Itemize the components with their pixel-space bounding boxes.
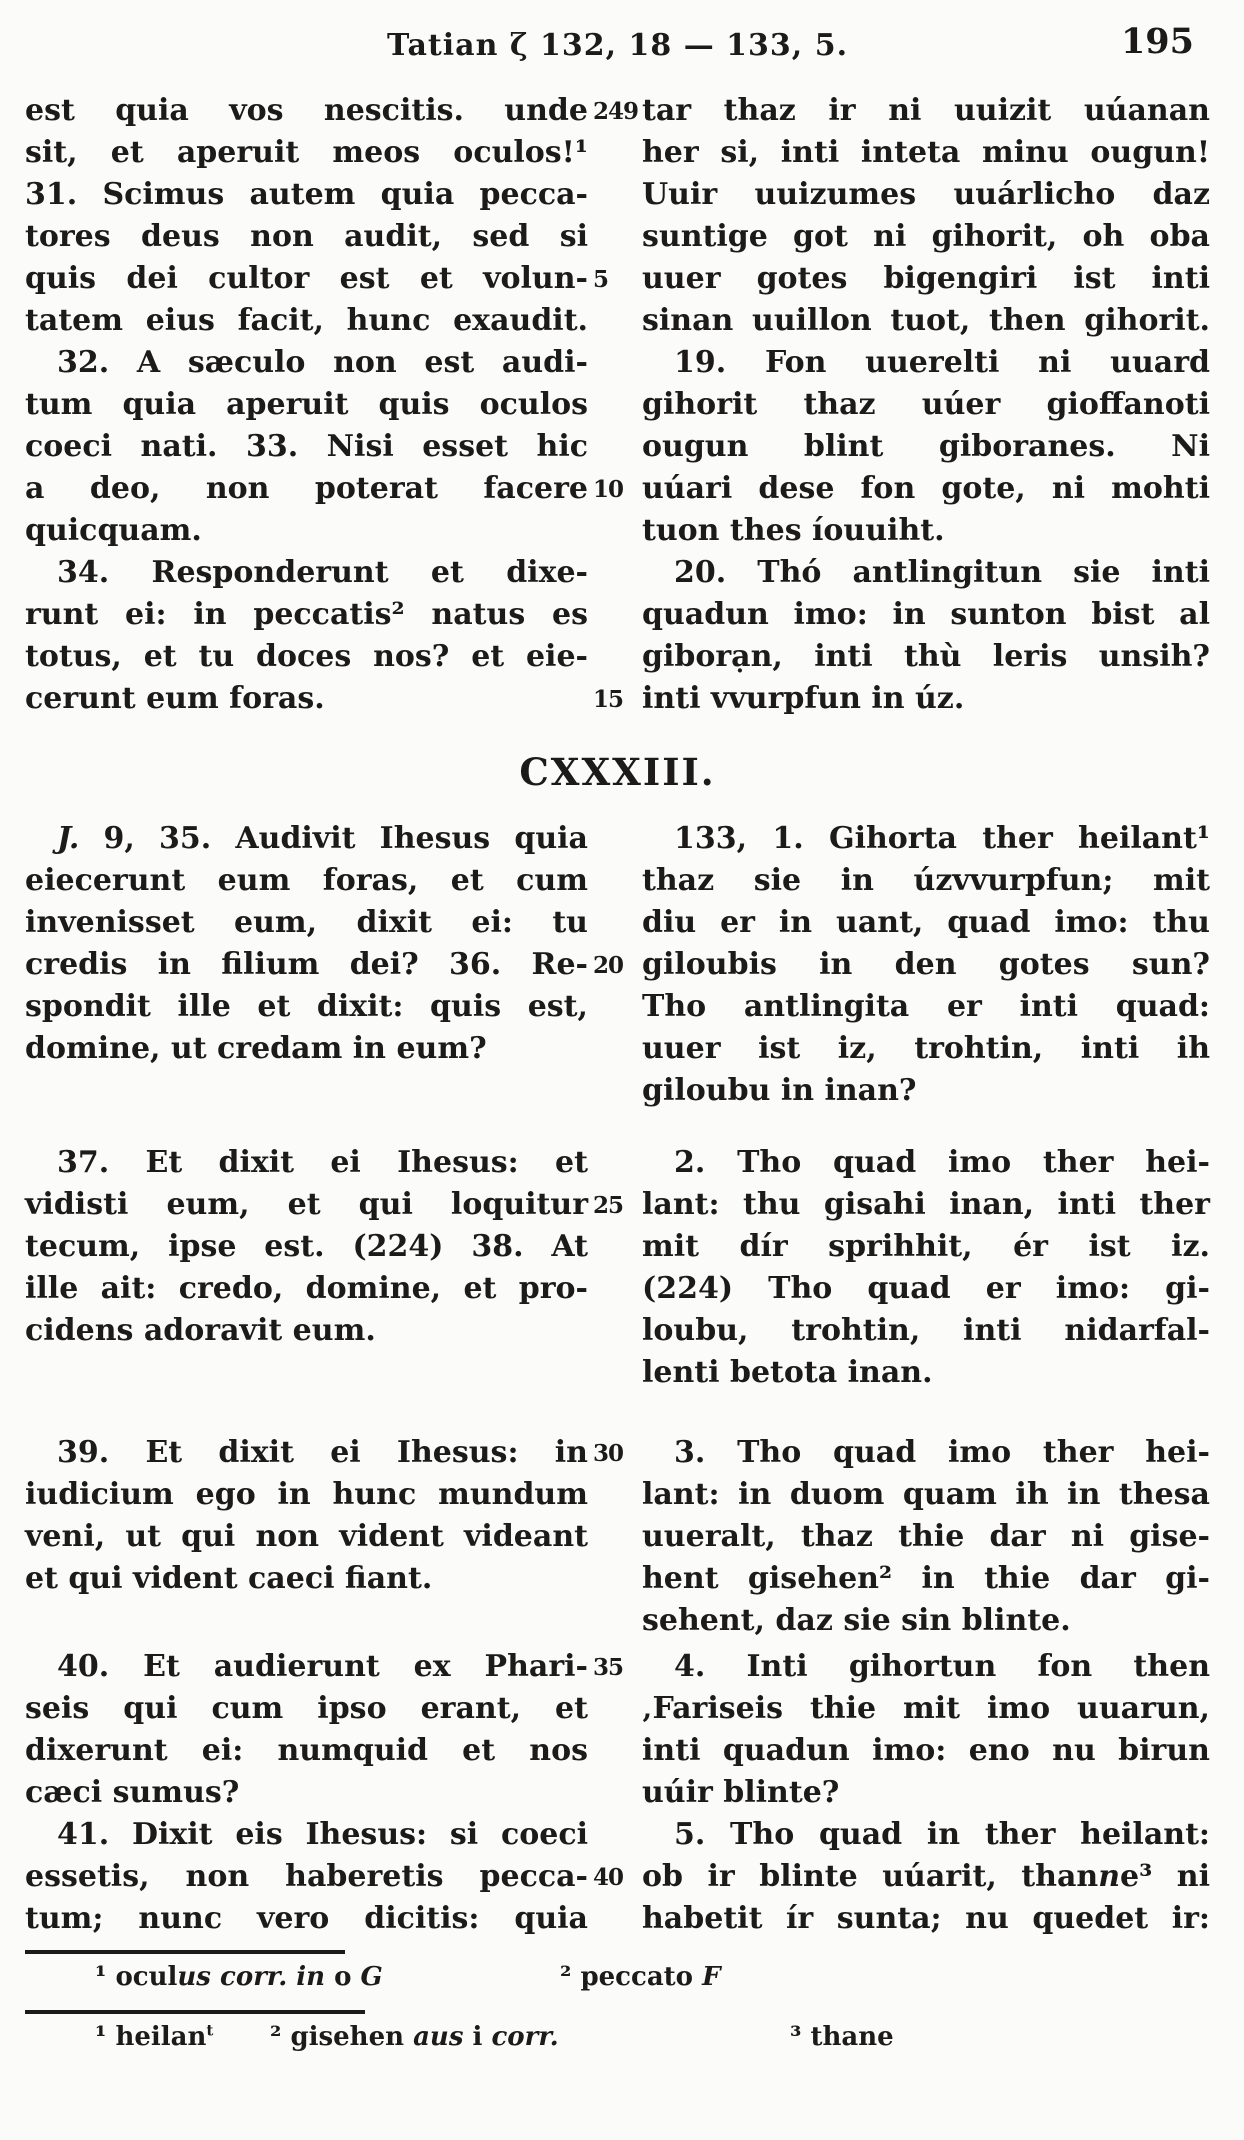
ohg-line: ob ir blinte uúarit, thanne³ ni — [642, 1859, 1210, 1894]
latin-line: veni, ut qui non vident videant — [25, 1519, 588, 1554]
gutter-line-number — [588, 1226, 642, 1268]
gutter-line-number — [588, 300, 642, 342]
ohg-line: uúari dese fon gote, ni mohti — [642, 471, 1210, 506]
gutter-line-number: 30 — [593, 1440, 624, 1467]
gutter-line-number — [588, 1352, 642, 1394]
gutter-line-number — [588, 818, 642, 860]
ohg-line: inti vvurpfun in úz. — [642, 681, 965, 716]
text-row — [25, 818, 1210, 860]
latin-line — [25, 1070, 588, 1112]
latin-line: J. 9, 35. Audivit Ihesus quia — [57, 821, 588, 856]
text-row — [25, 216, 1210, 258]
section-john9-40 — [25, 1646, 1210, 1814]
latin-line: tum; nunc vero dicitis: quia — [25, 1901, 588, 1936]
section-john9-35-36 — [25, 818, 1210, 1112]
gutter-line-number — [588, 1142, 642, 1184]
gutter-line-number: 249 — [593, 98, 639, 125]
text-row — [25, 1898, 1210, 1940]
gutter-line-number: 10 — [593, 476, 624, 503]
latin-line: quis dei cultor est et volun- — [25, 261, 588, 296]
text-row — [25, 1142, 1210, 1184]
latin-line: spondit ille et dixit: quis est, — [25, 989, 588, 1024]
ohg-line: lant: thu gisahi inan, inti ther — [642, 1187, 1210, 1222]
ohg-line: gihorit thaz uúer gioffanoti — [642, 387, 1210, 422]
text-row — [25, 426, 1210, 468]
footnote-line — [25, 2014, 1210, 2060]
ohg-line: tuon thes íouuiht. — [642, 513, 945, 548]
parallel-text-grid — [25, 90, 1210, 1940]
text-row — [25, 1600, 1210, 1642]
text-row — [25, 342, 1210, 384]
gutter-line-number — [588, 1558, 642, 1600]
latin-line: sit, et aperuit meos oculos!¹ — [25, 135, 588, 170]
ohg-line: inti quadun imo: eno nu birun — [642, 1733, 1210, 1768]
latin-line: domine, ut credam in eum? — [25, 1031, 487, 1066]
latin-line: runt ei: in peccatis² natus es — [25, 597, 588, 632]
text-row — [25, 300, 1210, 342]
gutter-line-number: 5 — [593, 266, 609, 293]
latin-line: 37. Et dixit ei Ihesus: et — [57, 1145, 588, 1180]
footnote-item: ² peccato F — [560, 1962, 721, 1992]
text-row — [25, 1558, 1210, 1600]
latin-line: iudicium ego in hunc mundum — [25, 1477, 588, 1512]
ohg-line: 20. Thó antlingitun sie inti — [674, 555, 1210, 590]
gutter-line-number — [588, 1772, 642, 1814]
gutter-line-number — [588, 1814, 642, 1856]
latin-line — [25, 1600, 588, 1642]
gutter-line-number — [588, 1028, 642, 1070]
ohg-line: ‚Fariseis thie mit imo uuarun, — [642, 1691, 1210, 1726]
text-row — [25, 1772, 1210, 1814]
latin-line: essetis, non haberetis pecca- — [25, 1859, 588, 1894]
ohg-line: her si, inti inteta minu ougun! — [642, 135, 1210, 170]
ohg-line: giloubis in den gotes sun? — [642, 947, 1210, 982]
latin-line: tatem eius facit, hunc exaudit. — [25, 303, 588, 338]
gutter-line-number — [588, 1268, 642, 1310]
ohg-line: uueralt, thaz thie dar ni gise- — [642, 1519, 1210, 1554]
gutter-line-number — [588, 986, 642, 1028]
latin-line: et qui vident caeci fiant. — [25, 1561, 433, 1596]
ohg-line: lenti betota inan. — [642, 1355, 933, 1390]
footnote-line — [25, 1954, 1210, 2000]
latin-line: dixerunt ei: numquid et nos — [25, 1733, 588, 1768]
text-row — [25, 1028, 1210, 1070]
ohg-line: Tho antlingita er inti quad: — [642, 989, 1210, 1024]
latin-line: quicquam. — [25, 513, 202, 548]
latin-line — [25, 1352, 588, 1394]
latin-line: 39. Et dixit ei Ihesus: in — [57, 1435, 588, 1470]
gutter-line-number: 40 — [593, 1864, 624, 1891]
ohg-line: sinan uuillon tuot, then gihorit. — [642, 303, 1210, 338]
gutter-line-number — [588, 342, 642, 384]
ohg-line: suntige got ni gihorit, oh oba — [642, 219, 1210, 254]
latin-line: 32. A sæculo non est audi- — [57, 345, 588, 380]
gutter-line-number — [588, 1898, 642, 1940]
latin-line: a deo, non poterat facere — [25, 471, 588, 506]
text-row — [25, 1688, 1210, 1730]
latin-line: coeci nati. 33. Nisi esset hic — [25, 429, 588, 464]
ohg-line: giborạn, inti thù leris unsih? — [642, 639, 1210, 674]
latin-line: tum quia aperuit quis oculos — [25, 387, 588, 422]
gutter-line-number: 20 — [593, 952, 624, 979]
ohg-line: 3. Tho quad imo ther hei- — [674, 1435, 1210, 1470]
latin-line: invenisset eum, dixit ei: tu — [25, 905, 588, 940]
latin-line: 40. Et audierunt ex Phari- — [57, 1649, 588, 1684]
gutter-line-number — [588, 216, 642, 258]
ohg-line: uúir blinte? — [642, 1775, 840, 1810]
latin-line: ille ait: credo, domine, et pro- — [25, 1271, 588, 1306]
latin-line: cerunt eum foras. — [25, 681, 325, 716]
ohg-line: 19. Fon uuerelti ni uuard — [674, 345, 1210, 380]
section-john9-39 — [25, 1432, 1210, 1642]
latin-line: cidens adoravit eum. — [25, 1313, 376, 1348]
text-row — [25, 1646, 1210, 1688]
ohg-line: mit dír sprihhit, ér ist iz. — [642, 1229, 1210, 1264]
text-row — [25, 384, 1210, 426]
latin-line: totus, et tu doces nos? et eie- — [25, 639, 588, 674]
ohg-line: 2. Tho quad imo ther hei- — [674, 1145, 1210, 1180]
text-row — [25, 594, 1210, 636]
ohg-line: 4. Inti gihortun fon then — [674, 1649, 1210, 1684]
ohg-line: 133, 1. Gihorta ther heilant¹ — [674, 821, 1210, 856]
latin-line: credis in filium dei? 36. Re- — [25, 947, 588, 982]
latin-line: 34. Responderunt et dixe- — [57, 555, 588, 590]
text-row — [25, 636, 1210, 678]
latin-line: vidisti eum, et qui loquitur — [25, 1187, 588, 1222]
ohg-line: (224) Tho quad er imo: gi- — [642, 1271, 1210, 1306]
footnotes-area — [25, 1950, 1210, 2060]
latin-line: tores deus non audit, sed si — [25, 219, 588, 254]
ohg-line: thaz sie in úzvvurpfun; mit — [642, 863, 1210, 898]
ohg-line: habetit ír sunta; nu quedet ir: — [642, 1901, 1210, 1936]
text-row — [25, 90, 1210, 132]
text-row — [25, 552, 1210, 594]
text-row — [25, 678, 1210, 720]
text-row — [25, 1184, 1210, 1226]
text-row — [25, 1516, 1210, 1558]
text-row — [25, 1814, 1210, 1856]
page-number: 195 — [1120, 21, 1194, 62]
text-row — [25, 1070, 1210, 1112]
latin-line: 31. Scimus autem quia pecca- — [25, 177, 588, 212]
text-row — [25, 860, 1210, 902]
gutter-line-number — [588, 1070, 642, 1112]
gutter-line-number — [588, 1600, 642, 1642]
text-row — [25, 1226, 1210, 1268]
text-row — [25, 1352, 1210, 1394]
latin-line: 41. Dixit eis Ihesus: si coeci — [57, 1817, 588, 1852]
ohg-line: diu er in uant, quad imo: thu — [642, 905, 1210, 940]
ohg-line: uuer gotes bigengiri ist inti — [642, 261, 1210, 296]
gutter-line-number — [588, 1310, 642, 1352]
gutter-line-number — [588, 384, 642, 426]
gutter-line-number — [588, 510, 642, 552]
section-john9-37-38 — [25, 1142, 1210, 1394]
running-title: Tatian ζ 132, 18 — 133, 5. — [386, 28, 849, 63]
ohg-line: quadun imo: in sunton bist al — [642, 597, 1210, 632]
gutter-line-number — [588, 902, 642, 944]
text-row — [25, 944, 1210, 986]
text-row — [25, 1856, 1210, 1898]
gutter-line-number — [588, 1474, 642, 1516]
text-row — [25, 468, 1210, 510]
gutter-line-number — [588, 552, 642, 594]
section-john9-41 — [25, 1814, 1210, 1940]
ohg-line: loubu, trohtin, inti nidarfal- — [642, 1313, 1210, 1348]
text-row — [25, 1432, 1210, 1474]
ohg-line: giloubu in inan? — [642, 1073, 917, 1108]
text-row — [25, 1730, 1210, 1772]
ohg-line: tar thaz ir ni uuizit uúanan — [642, 93, 1210, 128]
latin-line: est quia vos nescitis. unde — [25, 93, 588, 128]
text-row — [25, 986, 1210, 1028]
footnote-item: ¹ oculus corr. in o G — [95, 1962, 383, 1992]
ohg-line: 5. Tho quad in ther heilant: — [674, 1817, 1210, 1852]
gutter-line-number — [588, 1516, 642, 1558]
page-header — [25, 21, 1210, 68]
text-row — [25, 1310, 1210, 1352]
latin-line: eiecerunt eum foras, et cum — [25, 863, 588, 898]
ohg-line: ougun blint giboranes. Ni — [642, 429, 1210, 464]
text-row — [25, 132, 1210, 174]
text-row — [25, 1268, 1210, 1310]
gutter-line-number — [588, 174, 642, 216]
latin-line: cæci sumus? — [25, 1775, 240, 1810]
text-row — [25, 510, 1210, 552]
gutter-line-number — [588, 1688, 642, 1730]
ohg-line: uuer ist iz, trohtin, inti ih — [642, 1031, 1210, 1066]
text-row — [25, 1474, 1210, 1516]
ohg-line: hent gisehen² in thie dar gi- — [642, 1561, 1210, 1596]
gutter-line-number — [588, 1730, 642, 1772]
ohg-line: lant: in duom quam ih in thesa — [642, 1477, 1210, 1512]
text-row — [25, 902, 1210, 944]
ohg-line: Uuir uuizumes uuárlicho daz — [642, 177, 1210, 212]
latin-line: seis qui cum ipso erant, et — [25, 1691, 588, 1726]
section-john9-27-34 — [25, 90, 1210, 720]
footnote-item: ² gisehen aus i corr. — [270, 2022, 559, 2052]
gutter-line-number: 35 — [593, 1654, 624, 1681]
text-row — [25, 174, 1210, 216]
gutter-line-number: 25 — [593, 1192, 624, 1219]
text-row — [25, 258, 1210, 300]
gutter-line-number — [588, 636, 642, 678]
gutter-line-number — [588, 860, 642, 902]
ohg-line: sehent, daz sie sin blinte. — [642, 1603, 1071, 1638]
gutter-line-number: 15 — [593, 686, 624, 713]
latin-line: tecum, ipse est. (224) 38. At — [25, 1229, 588, 1264]
gutter-line-number — [588, 426, 642, 468]
footnote-item: ¹ heilan$^t$ — [95, 2021, 214, 2052]
section-heading: CXXXIII. — [519, 750, 716, 794]
gutter-line-number — [588, 132, 642, 174]
gutter-line-number — [588, 594, 642, 636]
footnote-item: ³ thane — [790, 2022, 894, 2052]
